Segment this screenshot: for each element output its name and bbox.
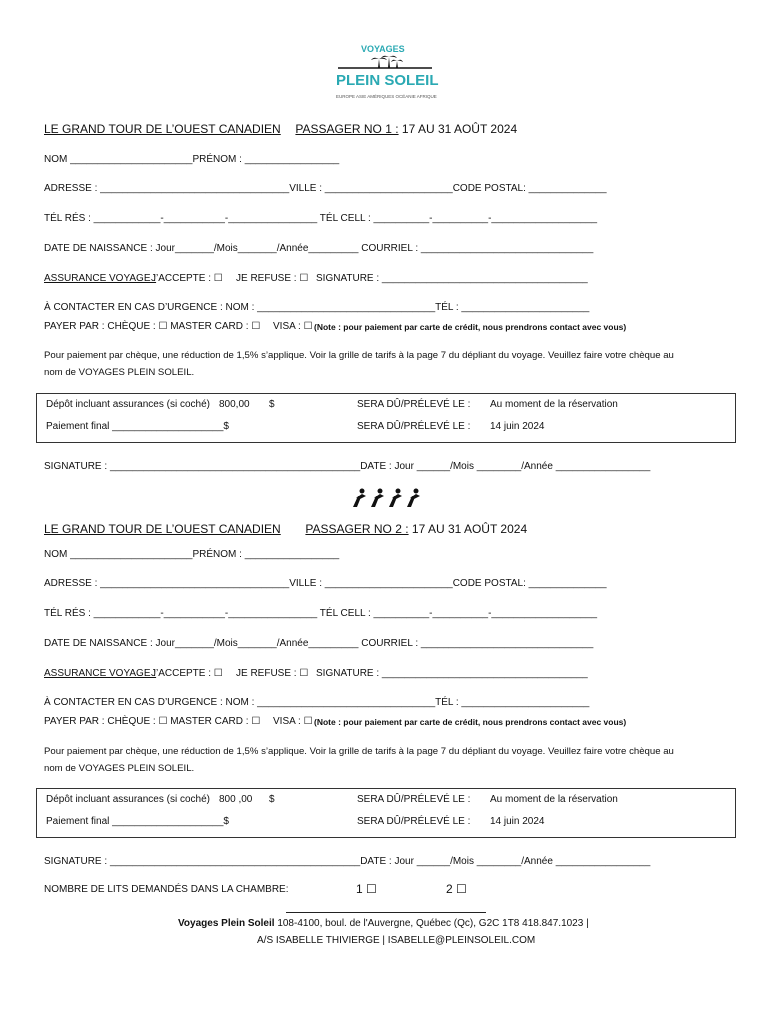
paiement-final-field[interactable]: Paiement final ____________________$ [46, 421, 229, 432]
payer-par-row[interactable]: PAYER PAR : CHÈQUE : ☐ MASTER CARD : ☐ [44, 321, 261, 332]
assurance-label: ASSURANCE VOYAGE : [44, 668, 157, 679]
signature-line[interactable]: _____________________________________________DATE : Jour ______/Mois ________/Année _________________ [109, 461, 651, 472]
footer-company: Voyages Plein Soleil [178, 918, 275, 929]
date-final: 14 juin 2024 [490, 816, 545, 827]
assurance-label: ASSURANCE VOYAGE : [44, 273, 157, 284]
divider-figures [350, 487, 422, 514]
depot-amount: 800,00 [219, 399, 250, 410]
tour-dates: 17 AU 31 AOÛT 2024 [401, 122, 518, 136]
accepte-checkbox[interactable]: J’ACCEPTE : ☐ [151, 668, 223, 679]
sera-du-label-2: SERA DÛ/PRÉLEVÉ LE : [357, 816, 471, 827]
nom-field[interactable]: NOM ______________________PRÉNOM : _________________ [44, 549, 340, 560]
sera-du-label: SERA DÛ/PRÉLEVÉ LE : [357, 794, 471, 805]
sera-du-label-2: SERA DÛ/PRÉLEVÉ LE : [357, 421, 471, 432]
cheque-text-line-2: nom de VOYAGES PLEIN SOLEIL. [44, 763, 195, 774]
signature-label: SIGNATURE : [44, 461, 108, 472]
footer-rule [286, 912, 486, 913]
depot-currency: $ [269, 399, 275, 410]
signature-line[interactable]: _____________________________________________DATE : Jour ______/Mois ________/Année _________________ [109, 856, 651, 867]
logo-tagline: EUROPE ASIE AMÉRIQUES OCÉANIE AFRIQUE [336, 94, 437, 99]
lits-option-1[interactable]: 1 ☐ [356, 882, 377, 896]
assurance-row [44, 273, 156, 284]
cheque-text-line-2: nom de VOYAGES PLEIN SOLEIL. [44, 367, 195, 378]
tour-title: LE GRAND TOUR DE L’OUEST CANADIEN [44, 122, 281, 136]
urgence-field[interactable]: À CONTACTER EN CAS D’URGENCE : NOM : ________________________________TÉL : _______________________ [44, 302, 590, 313]
cheque-text-line-1: Pour paiement par chèque, une réduction de 1,5% s’applique. Voir la grille de tarifs à la page 7 du dépliant du voyage. Veuillez faire votre chèque au [44, 350, 674, 361]
lits-label: NOMBRE DE LITS DEMANDÉS DANS LA CHAMBRE: [44, 884, 289, 895]
footer-contact: A/S ISABELLE THIVIERGE | ISABELLE@PLEINSOLEIL.COM [257, 935, 536, 946]
depot-label: Dépôt incluant assurances (si coché) [46, 399, 210, 410]
palm-trees-icon [338, 54, 432, 70]
signature-short-field[interactable]: SIGNATURE : _____________________________________ [316, 668, 588, 679]
signature-label: SIGNATURE : [44, 856, 108, 867]
logo [330, 40, 440, 106]
refuse-checkbox[interactable]: JE REFUSE : ☐ [236, 273, 309, 284]
urgence-field[interactable]: À CONTACTER EN CAS D’URGENCE : NOM : ________________________________TÉL : _______________________ [44, 697, 590, 708]
signature-short-field[interactable]: SIGNATURE : _____________________________________ [316, 273, 588, 284]
accepte-checkbox[interactable]: J’ACCEPTE : ☐ [151, 273, 223, 284]
credit-note: (Note : pour paiement par carte de crédit, nous prendrons contact avec vous) [314, 717, 627, 727]
passenger-number: PASSAGER NO 1 : [295, 122, 399, 136]
depot-label: Dépôt incluant assurances (si coché) [46, 794, 210, 805]
refuse-checkbox[interactable]: JE REFUSE : ☐ [236, 668, 309, 679]
depot-amount: 800 ,00 [219, 794, 253, 805]
depot-currency: $ [269, 794, 275, 805]
footer-address-line [178, 918, 589, 929]
date-final: 14 juin 2024 [490, 421, 545, 432]
signature-row[interactable] [44, 856, 650, 867]
credit-note: (Note : pour paiement par carte de crédit, nous prendrons contact avec vous) [314, 322, 627, 332]
logo-top-text: VOYAGES [361, 44, 405, 54]
adresse-field[interactable]: ADRESSE : __________________________________VILLE : _______________________CODE POSTAL: ______________ [44, 578, 607, 589]
logo-main-text: PLEIN SOLEIL [336, 72, 439, 89]
lits-option-2[interactable]: 2 ☐ [446, 882, 467, 896]
assurance-row [44, 668, 156, 679]
passenger-number: PASSAGER NO 2 : [305, 522, 409, 536]
adresse-field[interactable]: ADRESSE : __________________________________VILLE : _______________________CODE POSTAL: ______________ [44, 183, 607, 194]
telephone-field[interactable]: TÉL RÉS : ____________-___________-________________ TÉL CELL : __________-__________-___________________ [44, 213, 598, 224]
visa-checkbox[interactable]: VISA : ☐ [273, 321, 313, 332]
naissance-field[interactable]: DATE DE NAISSANCE : Jour_______/Mois_______/Année_________ COURRIEL : _______________________________ [44, 243, 594, 254]
passenger1-title [44, 122, 517, 136]
sera-du-label: SERA DÛ/PRÉLEVÉ LE : [357, 399, 471, 410]
passenger2-title [44, 522, 527, 536]
au-moment-text: Au moment de la réservation [490, 794, 618, 805]
paiement-final-field[interactable]: Paiement final ____________________$ [46, 816, 229, 827]
telephone-field[interactable]: TÉL RÉS : ____________-___________-________________ TÉL CELL : __________-__________-___________________ [44, 608, 598, 619]
payer-par-row[interactable]: PAYER PAR : CHÈQUE : ☐ MASTER CARD : ☐ [44, 716, 261, 727]
cheque-text-line-1: Pour paiement par chèque, une réduction de 1,5% s’applique. Voir la grille de tarifs à la page 7 du dépliant du voyage. Veuillez faire votre chèque au [44, 746, 674, 757]
footer-address: 108-4100, boul. de l'Auvergne, Québec (Qc), G2C 1T8 418.847.1023 | [277, 918, 589, 929]
tour-dates: 17 AU 31 AOÛT 2024 [411, 522, 528, 536]
au-moment-text: Au moment de la réservation [490, 399, 618, 410]
runner-icons [350, 487, 422, 509]
nom-field[interactable]: NOM ______________________PRÉNOM : _________________ [44, 154, 340, 165]
signature-row[interactable] [44, 461, 650, 472]
tour-title: LE GRAND TOUR DE L’OUEST CANADIEN [44, 522, 281, 536]
naissance-field[interactable]: DATE DE NAISSANCE : Jour_______/Mois_______/Année_________ COURRIEL : _______________________________ [44, 638, 594, 649]
visa-checkbox[interactable]: VISA : ☐ [273, 716, 313, 727]
